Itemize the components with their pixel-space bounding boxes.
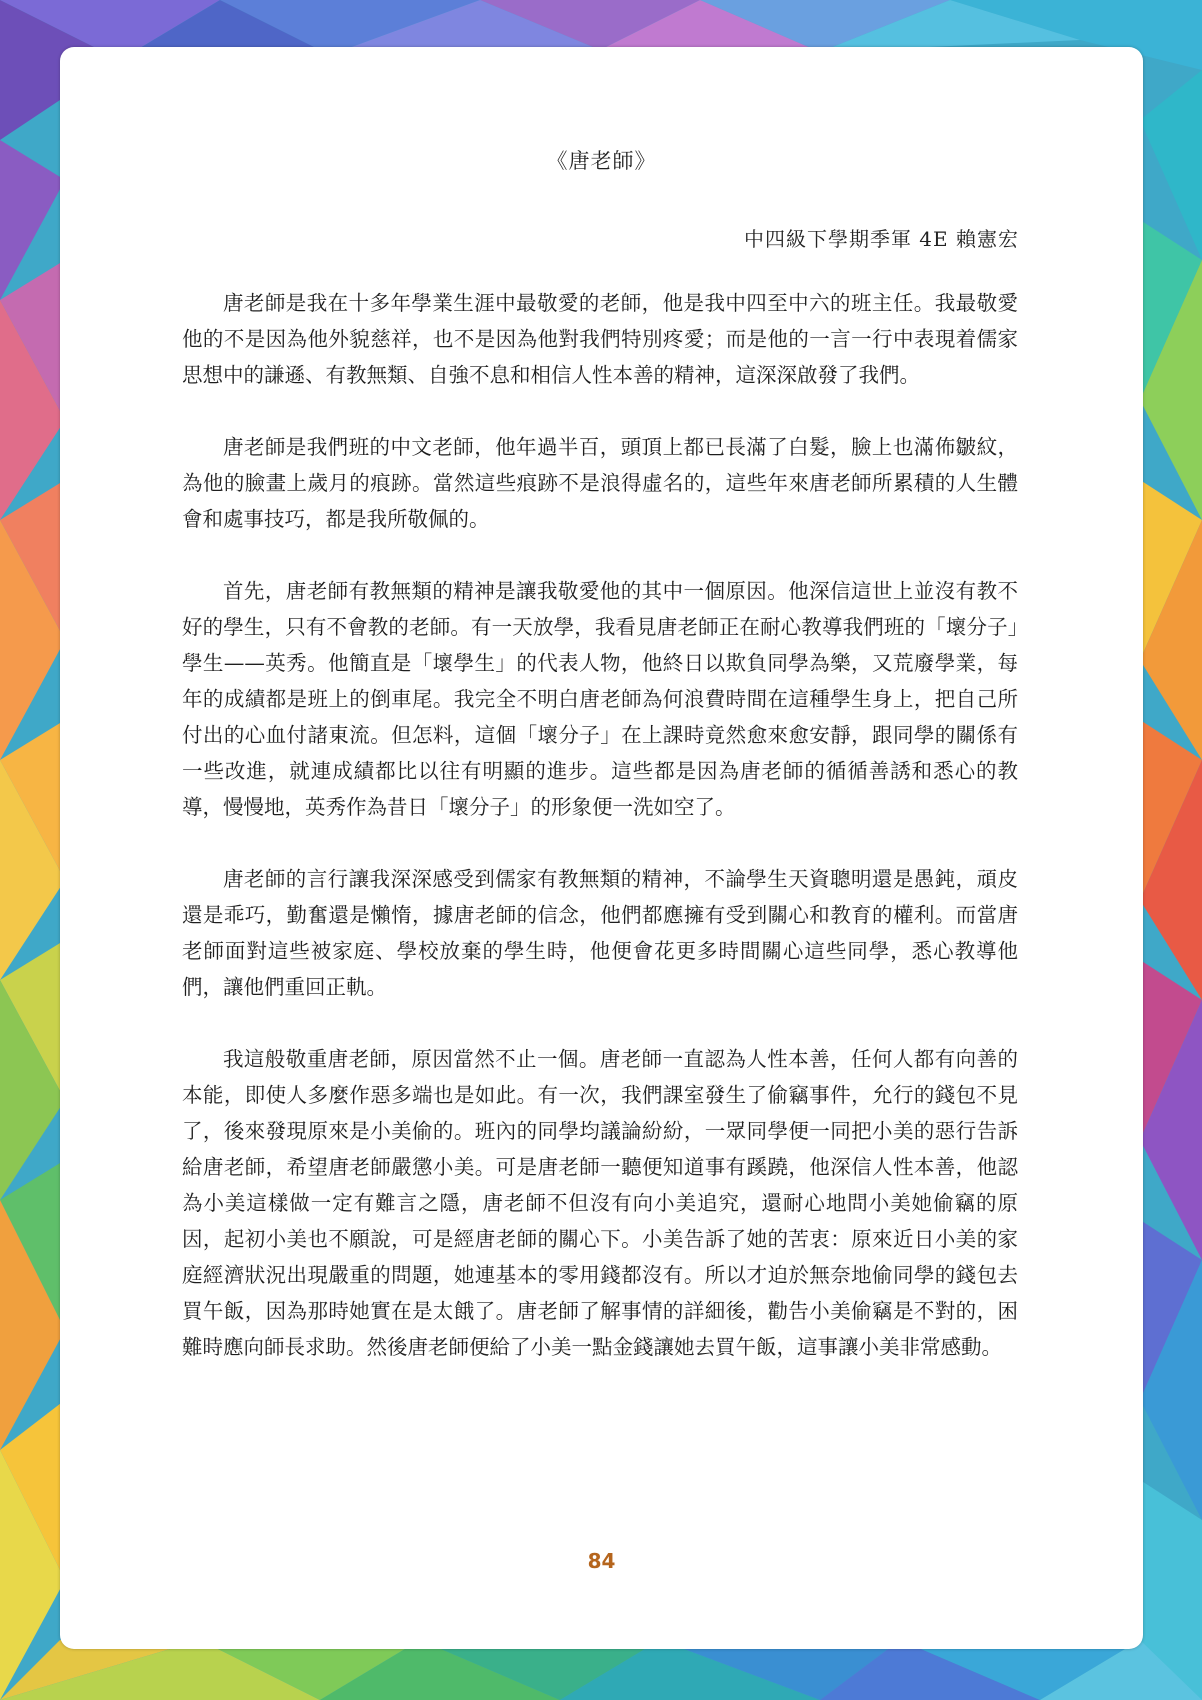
page-number: 84 <box>587 1549 616 1573</box>
author-line: 中四級下學期季軍 4E 賴憲宏 <box>743 227 1019 251</box>
paragraph: 唐老師的言行讓我深深感受到儒家有教無類的精神，不論學生天資聰明還是愚鈍，頑皮還是乖巧，勤奮還是懶惰，據唐老師的信念，他們都應擁有受到關心和教育的權利。而當唐老師面對這些被家庭、學校放棄的學生時，他便會花更多時間關心這些同學，悉心教導他們，讓他們重回正軌。 <box>182 867 1018 999</box>
paragraph: 唐老師是我們班的中文老師，他年過半百，頭頂上都已長滿了白髮，臉上也滿佈皺紋，為他的臉畫上歲月的痕跡。當然這些痕跡不是浪得虛名的，這些年來唐老師所累積的人生體會和處事技巧，都是我所敬佩的。 <box>182 435 1018 531</box>
paragraph: 首先，唐老師有教無類的精神是讓我敬愛他的其中一個原因。他深信這世上並沒有教不好的學生，只有不會教的老師。有一天放學，我看見唐老師正在耐心教導我們班的「壞分子」學生——英秀。他簡直是「壞學生」的代表人物，他終日以欺負同學為樂，又荒廢學業，每年的成績都是班上的倒車尾。我完全不明白唐老師為何浪費時間在這種學生身上，把自己所付出的心血付諸東流。但怎料，這個「壞分子」在上課時竟然愈來愈安靜，跟同學的關係有一些改進，就連成績都比以往有明顯的進步。這些都是因為唐老師的循循善誘和悉心的教導，慢慢地，英秀作為昔日「壞分子」的形象便一洗如空了。 <box>182 579 1018 819</box>
essay-title: 《唐老師》 <box>546 149 657 173</box>
paragraph: 我這般敬重唐老師，原因當然不止一個。唐老師一直認為人性本善，任何人都有向善的本能，即使人多麼作惡多端也是如此。有一次，我們課室發生了偷竊事件，允行的錢包不見了，後來發現原來是小美偷的。班內的同學均議論紛紛，一眾同學便一同把小美的惡行告訴給唐老師，希望唐老師嚴懲小美。可是唐老師一聽便知道事有蹊蹺，他深信人性本善，他認為小美這樣做一定有難言之隱，唐老師不但沒有向小美追究，還耐心地問小美她偷竊的原因，起初小美也不願說，可是經唐老師的關心下。小美告訴了她的苦衷：原來近日小美的家庭經濟狀況出現嚴重的問題，她連基本的零用錢都沒有。所以才迫於無奈地偷同學的錢包去買午飯，因為那時她實在是太餓了。唐老師了解事情的詳細後，勸告小美偷竊是不對的，困難時應向師長求助。然後唐老師便給了小美一點金錢讓她去買午飯，這事讓小美非常感動。 <box>182 1047 1018 1359</box>
essay-body <box>182 285 1018 1365</box>
document-page <box>60 47 1143 1649</box>
paragraph: 唐老師是我在十多年學業生涯中最敬愛的老師，他是我中四至中六的班主任。我最敬愛他的不是因為他外貌慈祥，也不是因為他對我們特別疼愛；而是他的一言一行中表現着儒家思想中的謙遜、有教無類、自強不息和相信人性本善的精神，這深深啟發了我們。 <box>182 291 1018 387</box>
